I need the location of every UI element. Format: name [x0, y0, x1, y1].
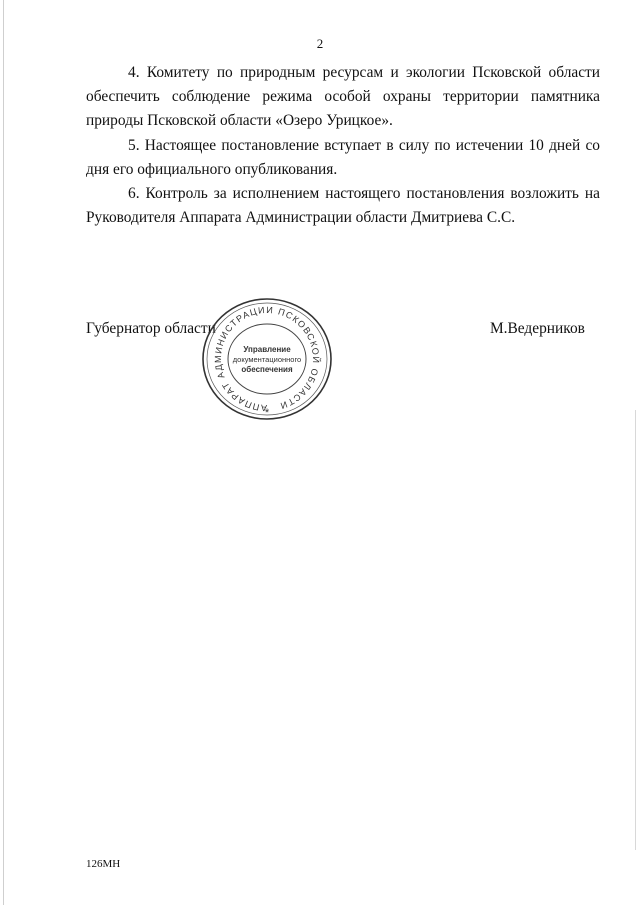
seal-center-line-1: Управление — [243, 345, 291, 354]
paragraph-6: 6. Контроль за исполнением настоящего постановления возложить на Руководителя Аппарата Администрации области Дмитриева С.С. — [86, 185, 600, 227]
signature-name: М.Ведерников — [490, 320, 585, 337]
body-text — [86, 61, 600, 230]
seal-center-line-3: обеспечения — [241, 365, 293, 374]
paragraph-5: 5. Настоящее постановление вступает в силу по истечении 10 дней со дня его официального опубликования. — [86, 136, 600, 178]
scan-edge-left — [3, 0, 4, 905]
document-code: 126МН — [86, 858, 121, 870]
page-number: 2 — [316, 36, 324, 51]
seal-ring-text: АППАРАТ АДМИНИСТРАЦИИ ПСКОВСКОЙ ОБЛАСТИ — [212, 304, 322, 414]
official-seal — [197, 297, 337, 427]
seal-star: * — [264, 407, 270, 419]
signature-title: Губернатор области — [86, 320, 216, 337]
scan-edge-right — [635, 410, 636, 850]
seal-graphic — [197, 297, 337, 427]
seal-center-line-2: документационного — [232, 355, 302, 364]
paragraph-4: 4. Комитету по природным ресурсам и экологии Псковской области обеспечить соблюдение режима особой охраны территории памятника природы Псковской области «Озеро Урицкое». — [86, 64, 600, 130]
